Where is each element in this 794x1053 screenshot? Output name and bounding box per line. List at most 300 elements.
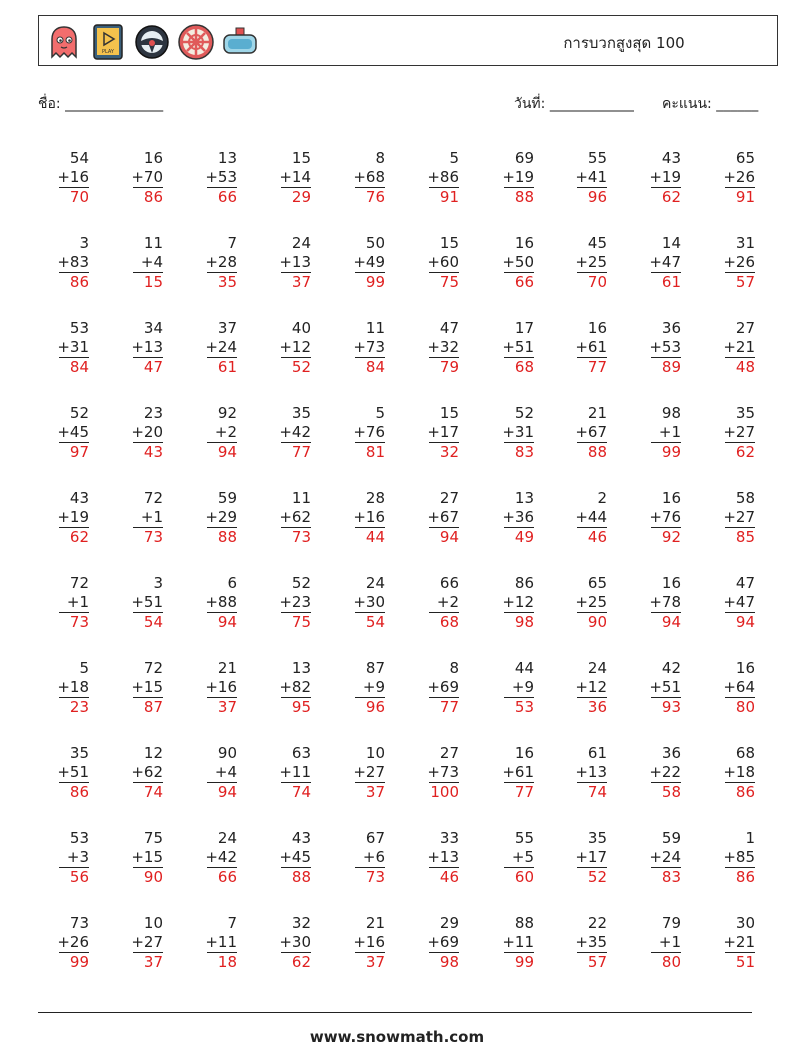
worksheet-title: การบวกสูงสุด 100 <box>563 34 685 52</box>
answer: 87 <box>143 698 163 716</box>
addend-bottom: +53 <box>649 338 681 356</box>
answer: 70 <box>587 273 607 291</box>
addition-problem <box>665 829 755 899</box>
addend-top: 12 <box>143 744 163 762</box>
answer: 57 <box>735 273 755 291</box>
addend-bottom: +44 <box>575 508 607 526</box>
addend-bottom: +30 <box>353 593 385 611</box>
answer: 98 <box>439 953 459 971</box>
addend-bottom: +42 <box>279 423 311 441</box>
answer: 77 <box>514 783 534 801</box>
addend-bottom: +16 <box>205 678 237 696</box>
addend-bottom: +60 <box>427 253 459 271</box>
addend-top: 1 <box>745 829 755 847</box>
addend-top: 11 <box>143 234 163 252</box>
addend-top: 72 <box>143 659 163 677</box>
answer: 84 <box>365 358 385 376</box>
answer: 56 <box>69 868 89 886</box>
addend-bottom: +86 <box>427 168 459 186</box>
addend-top: 36 <box>661 744 681 762</box>
addend-top: 45 <box>587 234 607 252</box>
answer: 68 <box>439 613 459 631</box>
answer: 99 <box>365 273 385 291</box>
addend-top: 52 <box>291 574 311 592</box>
addend-top: 22 <box>587 914 607 932</box>
answer: 62 <box>661 188 681 206</box>
footer-website: www.snowmath.com <box>309 1028 485 1046</box>
addend-bottom: +17 <box>427 423 459 441</box>
addend-bottom: +51 <box>131 593 163 611</box>
addend-top: 52 <box>69 404 89 422</box>
addend-bottom: +62 <box>131 763 163 781</box>
addend-top: 72 <box>143 489 163 507</box>
addition-problem <box>665 149 755 219</box>
addend-bottom: +12 <box>502 593 534 611</box>
addend-top: 5 <box>449 149 459 167</box>
answer: 44 <box>365 528 385 546</box>
addend-top: 35 <box>587 829 607 847</box>
addend-top: 42 <box>661 659 681 677</box>
addend-top: 79 <box>661 914 681 932</box>
addend-bottom: +49 <box>353 253 385 271</box>
addend-top: 68 <box>735 744 755 762</box>
addend-top: 50 <box>365 234 385 252</box>
date-field-label: วันที่: ____________ <box>514 96 634 112</box>
answer: 86 <box>735 868 755 886</box>
addition-problem <box>665 659 755 729</box>
addend-bottom: +26 <box>723 168 755 186</box>
addend-bottom: +16 <box>353 508 385 526</box>
addend-bottom: +13 <box>131 338 163 356</box>
addend-bottom: +13 <box>279 253 311 271</box>
addend-bottom: +28 <box>205 253 237 271</box>
addend-bottom: +76 <box>649 508 681 526</box>
answer: 73 <box>69 613 89 631</box>
addend-bottom: +14 <box>279 168 311 186</box>
addend-top: 16 <box>587 319 607 337</box>
addend-top: 61 <box>587 744 607 762</box>
answer: 86 <box>735 783 755 801</box>
addend-top: 11 <box>365 319 385 337</box>
addend-bottom: +51 <box>502 338 534 356</box>
addend-top: 31 <box>735 234 755 252</box>
addend-bottom: +1 <box>658 933 681 951</box>
answer: 62 <box>291 953 311 971</box>
answer: 98 <box>514 613 534 631</box>
addend-top: 21 <box>365 914 385 932</box>
addend-bottom: +45 <box>57 423 89 441</box>
addend-top: 17 <box>514 319 534 337</box>
answer: 81 <box>365 443 385 461</box>
addend-bottom: +62 <box>279 508 311 526</box>
addend-top: 66 <box>439 574 459 592</box>
answer: 94 <box>217 443 237 461</box>
addend-top: 59 <box>661 829 681 847</box>
addend-top: 11 <box>291 489 311 507</box>
addend-bottom: +4 <box>140 253 163 271</box>
answer: 100 <box>430 783 459 801</box>
addend-top: 16 <box>661 574 681 592</box>
addend-top: 5 <box>79 659 89 677</box>
addend-bottom: +25 <box>575 253 607 271</box>
answer: 97 <box>69 443 89 461</box>
addend-bottom: +22 <box>649 763 681 781</box>
answer: 58 <box>661 783 681 801</box>
addend-top: 30 <box>735 914 755 932</box>
addend-top: 24 <box>587 659 607 677</box>
answer: 85 <box>735 528 755 546</box>
addend-top: 34 <box>143 319 163 337</box>
answer: 73 <box>365 868 385 886</box>
addend-top: 7 <box>227 914 237 932</box>
addend-bottom: +18 <box>723 763 755 781</box>
answer: 94 <box>661 613 681 631</box>
addend-top: 5 <box>375 404 385 422</box>
addend-top: 47 <box>735 574 755 592</box>
addend-bottom: +70 <box>131 168 163 186</box>
addend-top: 43 <box>661 149 681 167</box>
addend-bottom: +42 <box>205 848 237 866</box>
addend-bottom: +12 <box>279 338 311 356</box>
addend-bottom: +50 <box>502 253 534 271</box>
addend-top: 28 <box>365 489 385 507</box>
addend-bottom: +2 <box>436 593 459 611</box>
addend-bottom: +17 <box>575 848 607 866</box>
addend-top: 15 <box>439 404 459 422</box>
addend-bottom: +26 <box>57 933 89 951</box>
addend-top: 16 <box>735 659 755 677</box>
answer: 91 <box>735 188 755 206</box>
answer: 37 <box>365 783 385 801</box>
addend-bottom: +4 <box>214 763 237 781</box>
answer: 94 <box>217 783 237 801</box>
answer: 96 <box>587 188 607 206</box>
answer: 83 <box>514 443 534 461</box>
addend-bottom: +24 <box>205 338 237 356</box>
addend-top: 8 <box>375 149 385 167</box>
answer: 15 <box>143 273 163 291</box>
addition-problem <box>665 234 755 304</box>
answer: 37 <box>291 273 311 291</box>
addend-bottom: +15 <box>131 848 163 866</box>
addend-bottom: +6 <box>362 848 385 866</box>
answer: 54 <box>365 613 385 631</box>
addition-problem <box>665 404 755 474</box>
answer: 86 <box>69 783 89 801</box>
addend-bottom: +24 <box>649 848 681 866</box>
addend-bottom: +1 <box>140 508 163 526</box>
answer: 48 <box>735 358 755 376</box>
addend-bottom: +16 <box>353 933 385 951</box>
addend-top: 43 <box>291 829 311 847</box>
answer: 94 <box>217 613 237 631</box>
answer: 99 <box>514 953 534 971</box>
answer: 62 <box>735 443 755 461</box>
answer: 75 <box>291 613 311 631</box>
addend-top: 3 <box>153 574 163 592</box>
addend-top: 27 <box>439 744 459 762</box>
addend-bottom: +19 <box>649 168 681 186</box>
addend-bottom: +67 <box>427 508 459 526</box>
addend-bottom: +82 <box>279 678 311 696</box>
addend-top: 10 <box>365 744 385 762</box>
addend-top: 3 <box>79 234 89 252</box>
addend-bottom: +18 <box>57 678 89 696</box>
answer: 74 <box>143 783 163 801</box>
addend-top: 72 <box>69 574 89 592</box>
addend-top: 15 <box>291 149 311 167</box>
addend-bottom: +21 <box>723 338 755 356</box>
footer-divider <box>38 1012 752 1013</box>
addend-top: 2 <box>597 489 607 507</box>
answer: 43 <box>143 443 163 461</box>
name-field-label: ชื่อ: ______________ <box>38 96 164 112</box>
addend-bottom: +73 <box>353 338 385 356</box>
addend-bottom: +23 <box>279 593 311 611</box>
addend-top: 16 <box>661 489 681 507</box>
answer: 57 <box>587 953 607 971</box>
answer: 74 <box>291 783 311 801</box>
addend-bottom: +53 <box>205 168 237 186</box>
addend-top: 88 <box>514 914 534 932</box>
addend-bottom: +83 <box>57 253 89 271</box>
addend-top: 37 <box>217 319 237 337</box>
addend-bottom: +27 <box>131 933 163 951</box>
answer: 35 <box>217 273 237 291</box>
addend-bottom: +1 <box>66 593 89 611</box>
addend-top: 27 <box>439 489 459 507</box>
addend-top: 90 <box>217 744 237 762</box>
answer: 89 <box>661 358 681 376</box>
addend-bottom: +61 <box>502 763 534 781</box>
answer: 86 <box>143 188 163 206</box>
addend-bottom: +51 <box>649 678 681 696</box>
addend-bottom: +19 <box>57 508 89 526</box>
answer: 66 <box>217 188 237 206</box>
addend-top: 33 <box>439 829 459 847</box>
addend-bottom: +68 <box>353 168 385 186</box>
answer: 99 <box>661 443 681 461</box>
answer: 95 <box>291 698 311 716</box>
answer: 54 <box>143 613 163 631</box>
answer: 94 <box>439 528 459 546</box>
answer: 80 <box>661 953 681 971</box>
addend-top: 27 <box>735 319 755 337</box>
answer: 90 <box>587 613 607 631</box>
answer: 46 <box>587 528 607 546</box>
addend-top: 21 <box>217 659 237 677</box>
addend-top: 23 <box>143 404 163 422</box>
addend-bottom: +36 <box>502 508 534 526</box>
addend-bottom: +3 <box>66 848 89 866</box>
answer: 32 <box>439 443 459 461</box>
addend-top: 59 <box>217 489 237 507</box>
addend-bottom: +11 <box>205 933 237 951</box>
answer: 88 <box>217 528 237 546</box>
answer: 79 <box>439 358 459 376</box>
addend-bottom: +1 <box>658 423 681 441</box>
addend-bottom: +31 <box>502 423 534 441</box>
answer: 93 <box>661 698 681 716</box>
answer: 61 <box>661 273 681 291</box>
addend-bottom: +73 <box>427 763 459 781</box>
addend-bottom: +27 <box>723 423 755 441</box>
addend-top: 65 <box>587 574 607 592</box>
addend-top: 53 <box>69 319 89 337</box>
addend-top: 86 <box>514 574 534 592</box>
answer: 46 <box>439 868 459 886</box>
answer: 74 <box>587 783 607 801</box>
addend-top: 24 <box>217 829 237 847</box>
addend-bottom: +31 <box>57 338 89 356</box>
answer: 66 <box>217 868 237 886</box>
score-field-label: คะแนน: ______ <box>662 96 759 112</box>
addend-bottom: +11 <box>502 933 534 951</box>
addend-top: 13 <box>217 149 237 167</box>
addend-top: 55 <box>587 149 607 167</box>
answer: 29 <box>291 188 311 206</box>
answer: 53 <box>514 698 534 716</box>
answer: 77 <box>439 698 459 716</box>
addend-top: 63 <box>291 744 311 762</box>
addend-bottom: +51 <box>57 763 89 781</box>
addend-bottom: +47 <box>649 253 681 271</box>
addend-top: 29 <box>439 914 459 932</box>
answer: 73 <box>291 528 311 546</box>
answer: 90 <box>143 868 163 886</box>
addend-bottom: +15 <box>131 678 163 696</box>
addend-bottom: +88 <box>205 593 237 611</box>
answer: 37 <box>217 698 237 716</box>
addend-bottom: +25 <box>575 593 607 611</box>
answer: 80 <box>735 698 755 716</box>
answer: 61 <box>217 358 237 376</box>
tablet-play-text: PLAY <box>101 49 115 55</box>
answer: 37 <box>365 953 385 971</box>
addition-problem <box>665 574 755 644</box>
addend-top: 35 <box>291 404 311 422</box>
addend-top: 55 <box>514 829 534 847</box>
answer: 70 <box>69 188 89 206</box>
addend-top: 87 <box>365 659 385 677</box>
addend-top: 58 <box>735 489 755 507</box>
addend-bottom: +27 <box>723 508 755 526</box>
addend-bottom: +13 <box>575 763 607 781</box>
answer: 92 <box>661 528 681 546</box>
answer: 36 <box>587 698 607 716</box>
answer: 88 <box>291 868 311 886</box>
addend-bottom: +69 <box>427 678 459 696</box>
answer: 77 <box>291 443 311 461</box>
addend-top: 10 <box>143 914 163 932</box>
addend-top: 52 <box>514 404 534 422</box>
addend-bottom: +11 <box>279 763 311 781</box>
addend-top: 73 <box>69 914 89 932</box>
addend-top: 35 <box>69 744 89 762</box>
addend-bottom: +20 <box>131 423 163 441</box>
addend-top: 67 <box>365 829 385 847</box>
answer: 66 <box>514 273 534 291</box>
addition-problem <box>665 744 755 814</box>
addend-bottom: +32 <box>427 338 459 356</box>
addend-bottom: +35 <box>575 933 607 951</box>
addend-bottom: +29 <box>205 508 237 526</box>
addend-bottom: +27 <box>353 763 385 781</box>
addend-bottom: +9 <box>511 678 534 696</box>
answer: 18 <box>217 953 237 971</box>
answer: 99 <box>69 953 89 971</box>
answer: 96 <box>365 698 385 716</box>
addend-top: 13 <box>291 659 311 677</box>
addend-top: 54 <box>69 149 89 167</box>
answer: 62 <box>69 528 89 546</box>
addend-bottom: +47 <box>723 593 755 611</box>
answer: 77 <box>587 358 607 376</box>
answer: 75 <box>439 273 459 291</box>
answer: 76 <box>365 188 385 206</box>
addend-top: 92 <box>217 404 237 422</box>
addend-top: 53 <box>69 829 89 847</box>
addend-top: 47 <box>439 319 459 337</box>
addend-top: 24 <box>291 234 311 252</box>
addend-bottom: +76 <box>353 423 385 441</box>
addend-bottom: +5 <box>511 848 534 866</box>
answer: 88 <box>514 188 534 206</box>
addend-top: 65 <box>735 149 755 167</box>
addend-top: 16 <box>143 149 163 167</box>
addend-bottom: +30 <box>279 933 311 951</box>
addend-top: 6 <box>227 574 237 592</box>
answer: 52 <box>587 868 607 886</box>
addend-bottom: +69 <box>427 933 459 951</box>
addition-problem <box>665 489 755 559</box>
answer: 37 <box>143 953 163 971</box>
answer: 68 <box>514 358 534 376</box>
addend-bottom: +19 <box>502 168 534 186</box>
addend-top: 14 <box>661 234 681 252</box>
addition-problem <box>665 319 755 389</box>
addend-top: 40 <box>291 319 311 337</box>
addend-top: 8 <box>449 659 459 677</box>
addend-bottom: +41 <box>575 168 607 186</box>
answer: 49 <box>514 528 534 546</box>
addend-top: 69 <box>514 149 534 167</box>
answer: 52 <box>291 358 311 376</box>
addend-top: 43 <box>69 489 89 507</box>
answer: 88 <box>587 443 607 461</box>
addend-top: 16 <box>514 744 534 762</box>
addend-bottom: +67 <box>575 423 607 441</box>
addend-bottom: +16 <box>57 168 89 186</box>
answer: 23 <box>69 698 89 716</box>
addend-bottom: +78 <box>649 593 681 611</box>
addend-top: 44 <box>514 659 534 677</box>
answer: 94 <box>735 613 755 631</box>
addend-top: 36 <box>661 319 681 337</box>
addend-top: 24 <box>365 574 385 592</box>
addend-bottom: +21 <box>723 933 755 951</box>
answer: 86 <box>69 273 89 291</box>
addend-top: 75 <box>143 829 163 847</box>
addition-problem <box>665 914 755 984</box>
addend-top: 15 <box>439 234 459 252</box>
answer: 47 <box>143 358 163 376</box>
addend-bottom: +26 <box>723 253 755 271</box>
addend-top: 13 <box>514 489 534 507</box>
addend-top: 35 <box>735 404 755 422</box>
addend-bottom: +13 <box>427 848 459 866</box>
answer: 91 <box>439 188 459 206</box>
